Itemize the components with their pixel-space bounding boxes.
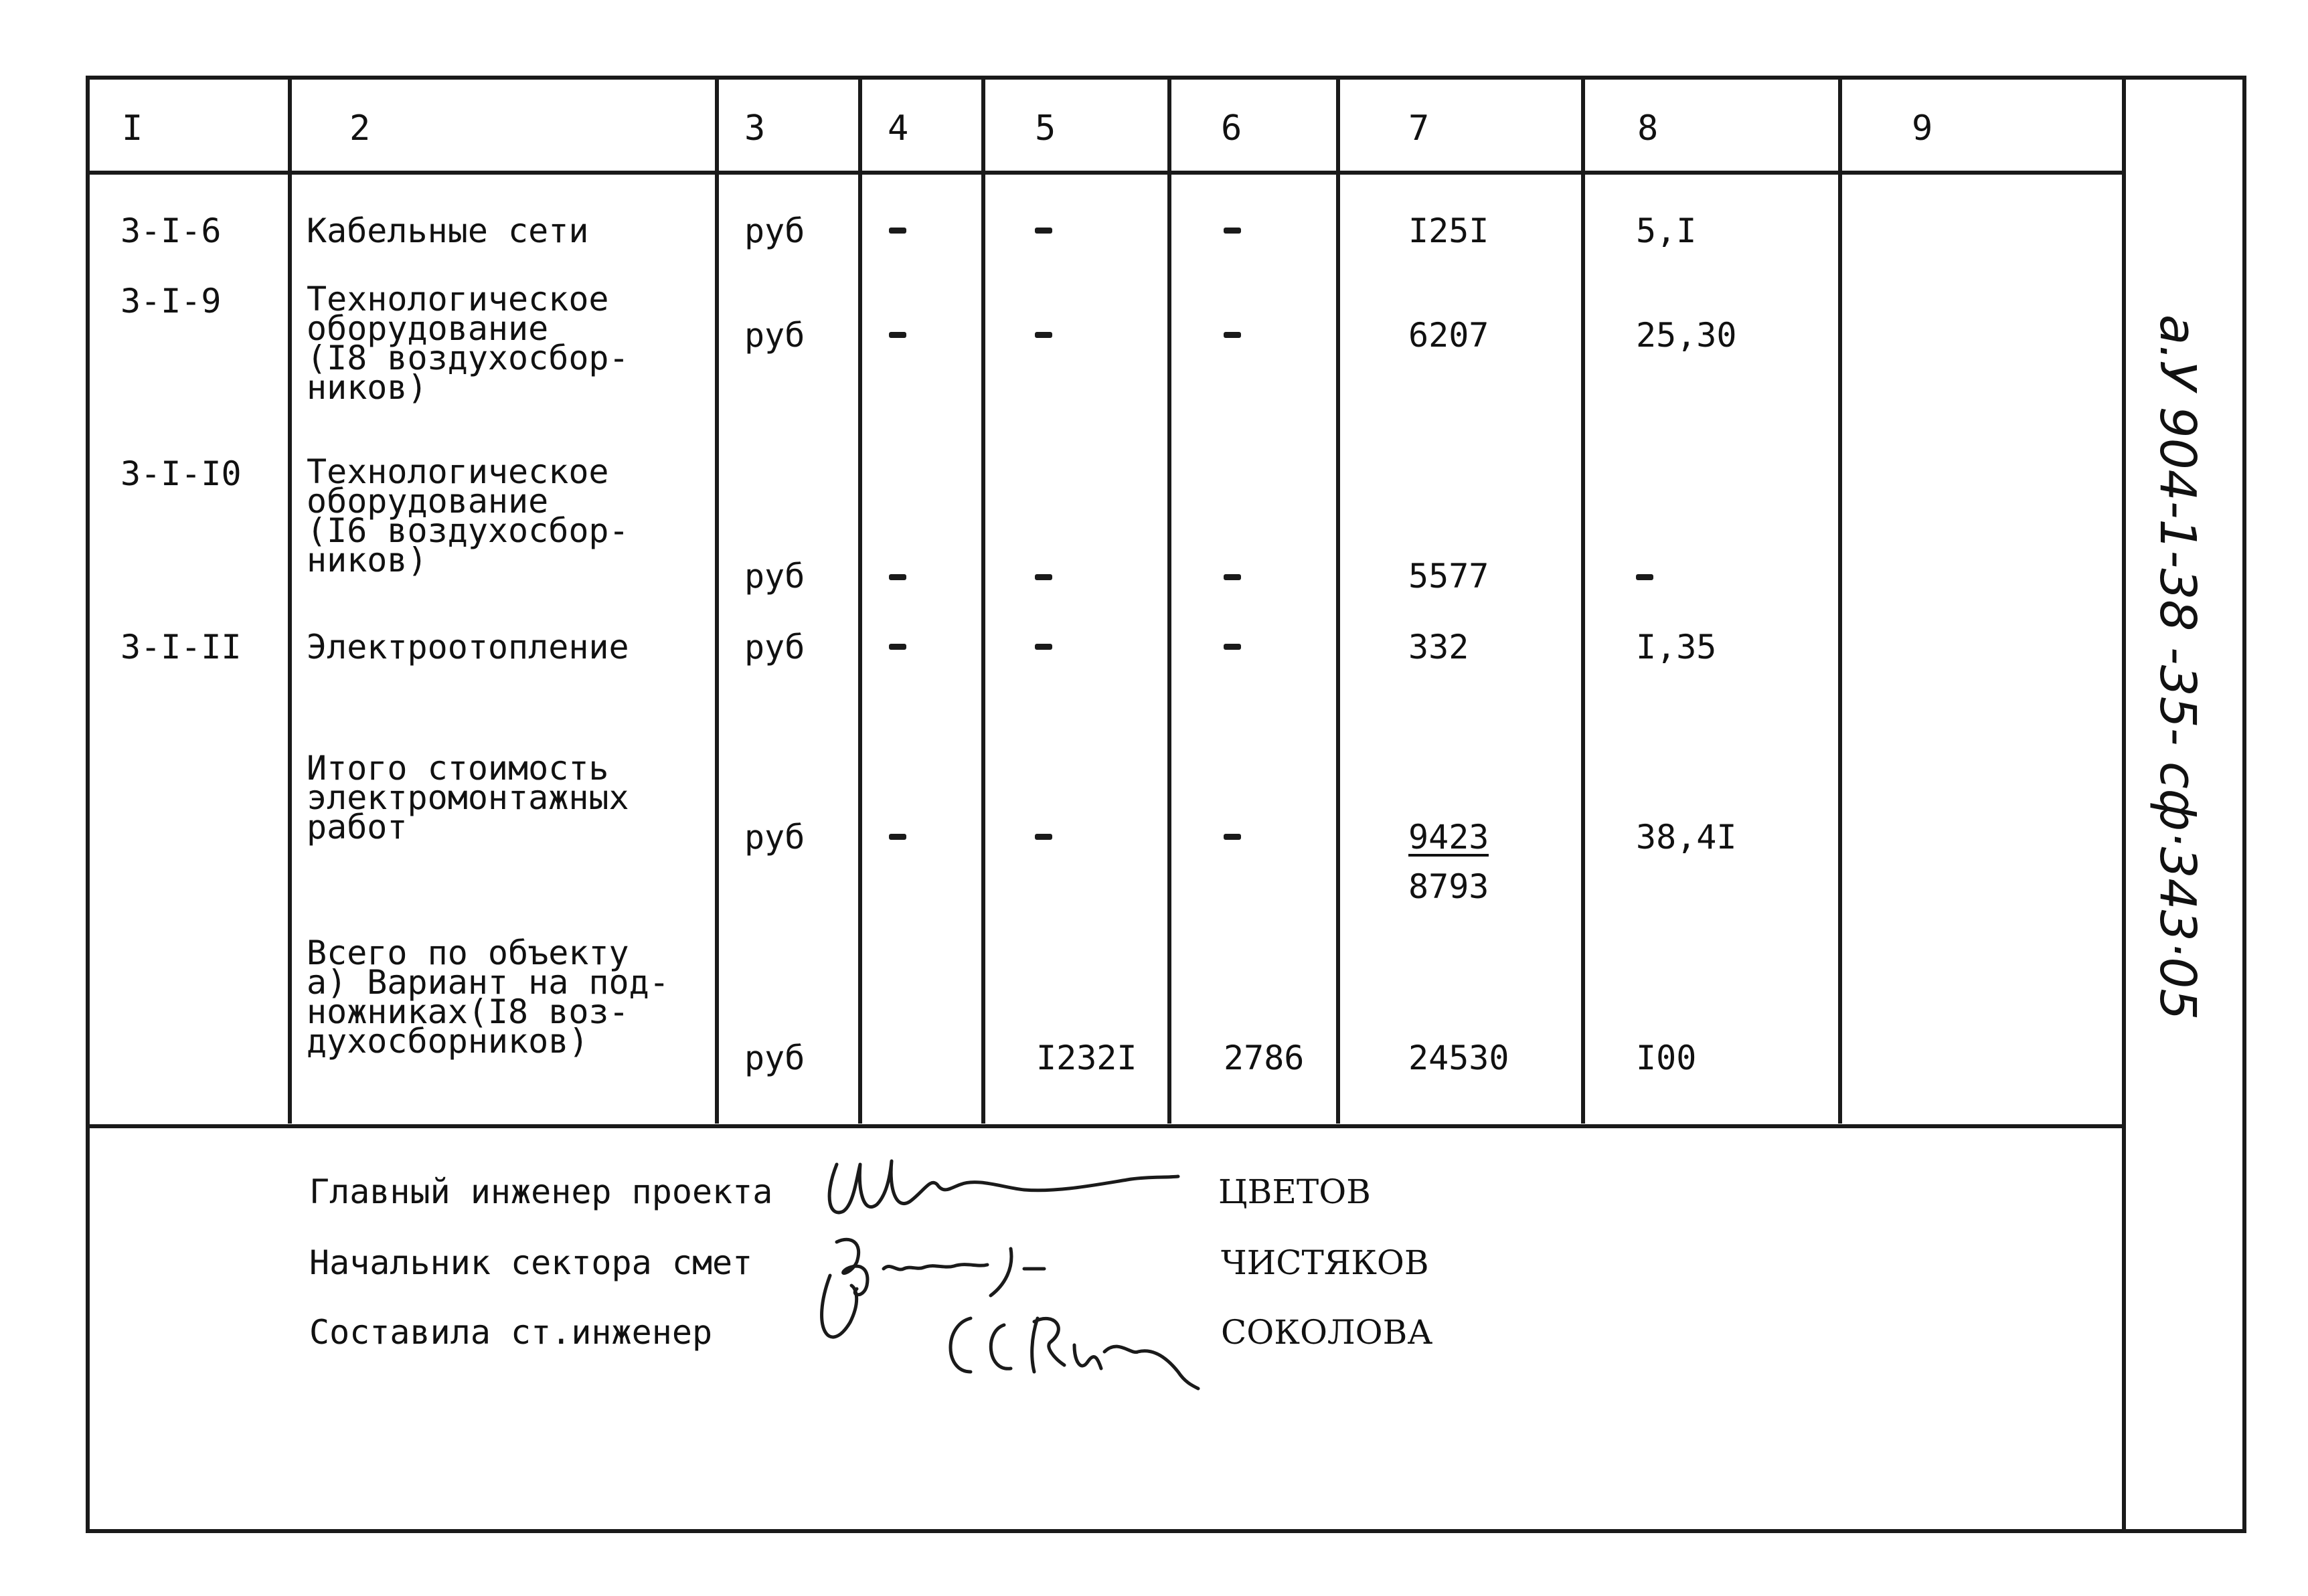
- handwritten-signature-3: [930, 1298, 1212, 1432]
- row3-c4-dash: [889, 574, 906, 580]
- row4-c5-dash: [1035, 644, 1052, 650]
- col-header-2: 2: [349, 108, 371, 149]
- row4-c8: I,35: [1636, 628, 1717, 667]
- row6-c5: I232I: [1036, 1039, 1137, 1077]
- row1-c8: 5,I: [1636, 211, 1697, 250]
- row1-c4-dash: [889, 228, 906, 234]
- row5-c7-denominator: 8793: [1408, 867, 1489, 906]
- col-header-4: 4: [888, 108, 909, 149]
- col-rule-8: [1838, 76, 1842, 1124]
- row3-c6-dash: [1224, 574, 1241, 580]
- header-rule: [86, 171, 2124, 175]
- row6-unit: руб: [744, 1039, 805, 1077]
- col-header-9: 9: [1912, 108, 1933, 149]
- row1-name: Кабельные сети: [307, 211, 589, 250]
- col-rule-5: [1167, 76, 1171, 1124]
- row5-c7-numerator: 9423: [1408, 818, 1489, 857]
- col-header-1: I: [122, 108, 143, 149]
- signatory-name-1: ЦВЕТОВ: [1218, 1172, 1371, 1211]
- col-rule-2: [715, 76, 719, 1124]
- row6-name: Всего по объекту а) Вариант на под- ножниках(I8 воз- духосборников): [307, 934, 669, 1061]
- row2-c6-dash: [1224, 332, 1241, 338]
- col-rule-1: [288, 76, 292, 1124]
- col-rule-7: [1581, 76, 1585, 1124]
- row3-c8-dash: [1636, 574, 1653, 580]
- row3-unit: руб: [744, 557, 805, 596]
- col-rule-6: [1336, 76, 1340, 1124]
- row2-c4-dash: [889, 332, 906, 338]
- row2-c8: 25,30: [1636, 316, 1737, 355]
- row1-unit: руб: [744, 211, 805, 250]
- row4-c6-dash: [1224, 644, 1241, 650]
- row6-c8: I00: [1636, 1039, 1697, 1077]
- col-header-5: 5: [1035, 108, 1056, 149]
- stamp-rule: [2122, 76, 2126, 1533]
- row3-c5-dash: [1035, 574, 1052, 580]
- row5-c6-dash: [1224, 834, 1241, 840]
- row2-c7: 6207: [1408, 316, 1489, 355]
- row2-unit: руб: [744, 316, 805, 355]
- col-header-3: 3: [744, 108, 766, 149]
- signatory-name-3: СОКОЛОВА: [1221, 1313, 1433, 1352]
- row2-code: 3-I-9: [120, 282, 222, 321]
- signatory-role-3: Составила ст.инженер: [309, 1313, 713, 1352]
- row4-name: Электроотопление: [307, 628, 629, 667]
- row3-code: 3-I-I0: [120, 454, 242, 493]
- row4-unit: руб: [744, 628, 805, 667]
- signatory-role-2: Начальник сектора смет: [309, 1243, 753, 1282]
- row5-unit: руб: [744, 818, 805, 857]
- row6-c7: 24530: [1408, 1039, 1509, 1077]
- row2-c5-dash: [1035, 332, 1052, 338]
- side-document-code: а.У 904-1-38 -35- сф·343·05: [2149, 315, 2206, 1021]
- row5-name: Итого стоимость электромонтажных работ: [307, 749, 629, 847]
- col-header-6: 6: [1221, 108, 1242, 149]
- row1-c5-dash: [1035, 228, 1052, 234]
- col-header-7: 7: [1408, 108, 1430, 149]
- row1-c6-dash: [1224, 228, 1241, 234]
- col-header-8: 8: [1637, 108, 1659, 149]
- row5-c8: 38,4I: [1636, 818, 1737, 857]
- row4-code: 3-I-II: [120, 628, 242, 667]
- row3-name: Технологическое оборудование (I6 воздухосбор- ников): [307, 452, 629, 580]
- col-rule-3: [858, 76, 862, 1124]
- signatory-name-2: ЧИСТЯКОВ: [1221, 1243, 1429, 1282]
- row5-c4-dash: [889, 834, 906, 840]
- row1-c7: I25I: [1408, 211, 1489, 250]
- row4-c7: 332: [1408, 628, 1469, 667]
- row4-c4-dash: [889, 644, 906, 650]
- signatory-role-1: Главный инженер проекта: [309, 1172, 773, 1211]
- row2-name: Технологическое оборудование (I8 воздухосбор- ников): [307, 280, 629, 407]
- col-rule-4: [981, 76, 985, 1124]
- table-bottom-rule: [86, 1124, 2124, 1128]
- row5-c5-dash: [1035, 834, 1052, 840]
- row6-c6: 2786: [1224, 1039, 1305, 1077]
- row1-code: 3-I-6: [120, 211, 222, 250]
- row3-c7: 5577: [1408, 557, 1489, 596]
